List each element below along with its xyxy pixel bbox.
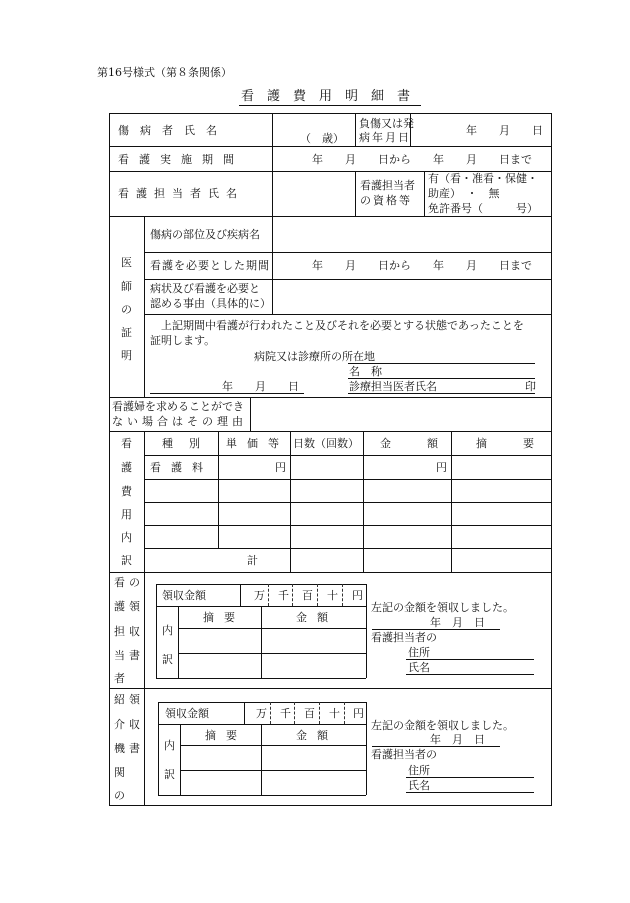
nr-date: 年 月 日 xyxy=(430,616,485,629)
doctor-side-4: 証 xyxy=(121,326,132,339)
ar-address: 住所 xyxy=(408,764,430,777)
reason-label-1: 病状及び看護を必要と xyxy=(150,282,260,295)
qualification-1: 有（看・准看・保健・ xyxy=(428,172,538,185)
col-notes: 摘要 xyxy=(476,437,570,450)
ar-unit-sen: 千 xyxy=(280,707,291,720)
nr-name: 氏名 xyxy=(408,661,430,674)
certification-text-1: 上記期間中看護が行われたこと及びそれを必要とする状態であったことを xyxy=(161,319,524,332)
reason-label-2: 認める事由（具体的に） xyxy=(150,297,271,310)
injury-date-label-1: 負傷又は発 xyxy=(359,117,414,130)
nursing-period-label: 看護実施期間 xyxy=(118,153,244,166)
ar-side-1-4: 関 xyxy=(114,766,125,779)
nr-received-text: 左記の金額を領収しました。 xyxy=(371,601,514,614)
cost-side-4: 用 xyxy=(121,508,132,521)
injury-date-value: 年 月 日 xyxy=(466,124,543,137)
ar-col-notes: 摘要 xyxy=(205,729,247,742)
nr-col-amount: 金額 xyxy=(296,611,338,624)
cost-side-6: 訳 xyxy=(121,554,132,567)
col-type: 種別 xyxy=(162,437,216,450)
unit-price-yen: 円 xyxy=(275,461,286,474)
doctor-side-3: の xyxy=(121,303,132,316)
ar-side-1-2: 介 xyxy=(114,718,125,731)
nursing-period-value: 年 月 日から 年 月 日まで xyxy=(312,153,532,166)
nurse-reason-label-2: ない場合はその理由 xyxy=(112,415,247,428)
ar-side-1-3: 機 xyxy=(114,742,125,755)
nursing-fee-label: 看護料 xyxy=(150,461,213,474)
nurse-name-label: 看護担当者氏名 xyxy=(118,187,244,200)
patient-name-label: 傷病者氏名 xyxy=(118,124,228,137)
physician-name-label: 診療担当医者氏名 xyxy=(349,380,437,393)
nr-side-1-5: 者 xyxy=(114,672,125,685)
qualification-2: 助産） ・ 無 xyxy=(428,187,500,200)
cert-date: 年 月 日 xyxy=(222,380,299,393)
age-field: （ 歳） xyxy=(300,132,344,145)
ar-col-amount: 金額 xyxy=(296,729,338,742)
needed-period-label: 看護を必要とした期間 xyxy=(150,259,270,272)
ar-side-2-2: 収 xyxy=(129,718,140,731)
nr-amount-label: 領収金額 xyxy=(162,589,206,602)
nr-side-2-1: の xyxy=(129,576,140,589)
clinic-name-label: 名 称 xyxy=(349,365,382,378)
nr-address: 住所 xyxy=(408,646,430,659)
ar-side-1-5: の xyxy=(114,789,125,802)
nr-unit-en: 円 xyxy=(352,589,363,602)
ar-breakdown-2: 訳 xyxy=(164,768,175,781)
ar-side-1-1: 紹 xyxy=(114,693,125,706)
doctor-side-1: 医 xyxy=(121,256,132,269)
ar-unit-en: 円 xyxy=(353,707,364,720)
cost-side-1: 看 xyxy=(121,437,132,450)
nr-unit-hyaku: 百 xyxy=(302,589,313,602)
ar-by: 看護担当者の xyxy=(371,748,437,761)
cost-side-3: 費 xyxy=(121,485,132,498)
col-amount: 金額 xyxy=(380,437,474,450)
ar-unit-juu: 十 xyxy=(329,707,340,720)
nr-side-1-2: 護 xyxy=(114,600,125,613)
form-number: 第16号様式（第８条関係） xyxy=(97,66,232,79)
nr-side-1-4: 当 xyxy=(114,649,125,662)
nr-side-1-1: 看 xyxy=(114,576,125,589)
injury-site-label: 傷病の部位及び疾病名 xyxy=(150,228,260,241)
nr-unit-man: 万 xyxy=(254,589,265,602)
qualification-label-1: 看護担当者 xyxy=(360,179,415,192)
doctor-side-2: 師 xyxy=(121,280,132,293)
nr-breakdown-2: 訳 xyxy=(162,653,173,666)
ar-unit-hyaku: 百 xyxy=(304,707,315,720)
ar-breakdown-1: 内 xyxy=(164,739,175,752)
nr-unit-juu: 十 xyxy=(327,589,338,602)
cost-side-2: 護 xyxy=(121,461,132,474)
amount-yen: 円 xyxy=(436,461,447,474)
ar-unit-man: 万 xyxy=(256,707,267,720)
col-unit-price: 単価等 xyxy=(226,437,289,450)
ar-date: 年 月 日 xyxy=(430,733,485,746)
ar-amount-label: 領収金額 xyxy=(165,707,209,720)
form-title: 看護費用明細書 xyxy=(241,89,424,104)
ar-side-2-1: 領 xyxy=(129,693,140,706)
cost-side-5: 内 xyxy=(121,531,132,544)
nr-side-2-2: 領 xyxy=(129,600,140,613)
certification-text-2: 証明します。 xyxy=(150,334,216,347)
nr-col-notes: 摘要 xyxy=(203,611,245,624)
seal-mark: 印 xyxy=(525,380,536,393)
qualification-3: 免許番号（ 号） xyxy=(428,202,538,215)
nr-unit-sen: 千 xyxy=(278,589,289,602)
clinic-address-label: 病院又は診療所の所在地 xyxy=(254,350,375,363)
ar-side-2-3: 書 xyxy=(129,742,140,755)
nr-side-1-3: 担 xyxy=(114,625,125,638)
doctor-side-5: 明 xyxy=(121,349,132,362)
ar-received-text: 左記の金額を領収しました。 xyxy=(371,719,514,732)
col-days: 日数（回数） xyxy=(293,437,359,450)
injury-date-label-2: 病年月日 xyxy=(359,131,411,144)
nr-side-2-4: 書 xyxy=(129,649,140,662)
qualification-label-2: の資格等 xyxy=(360,194,412,207)
ar-name: 氏名 xyxy=(408,779,430,792)
nr-by: 看護担当者の xyxy=(371,631,437,644)
total-label: 計 xyxy=(247,554,258,567)
nurse-reason-label-1: 看護婦を求めることができ xyxy=(112,400,244,413)
nr-breakdown-1: 内 xyxy=(162,624,173,637)
needed-period-value: 年 月 日から 年 月 日まで xyxy=(312,259,532,272)
nr-side-2-3: 収 xyxy=(129,625,140,638)
